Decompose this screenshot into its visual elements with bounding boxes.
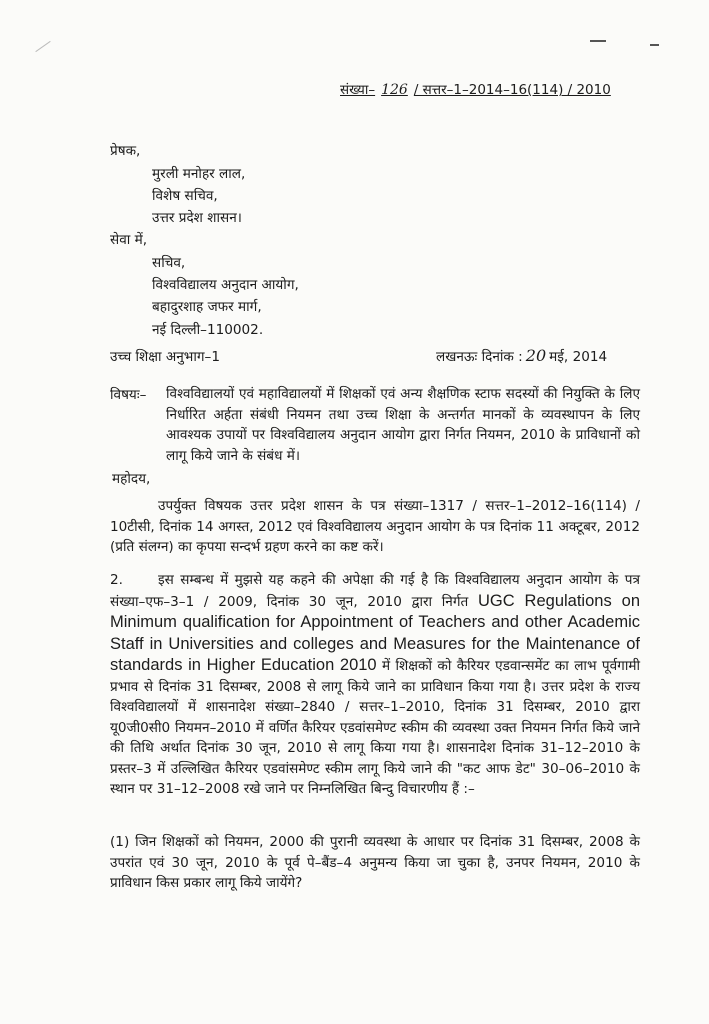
handwritten-date-day: 20 — [525, 346, 547, 365]
sender-designation: विशेष सचिव, — [152, 188, 218, 204]
salutation: महोदय, — [112, 471, 151, 487]
sender-name: मुरली मनोहर लाल, — [152, 166, 246, 182]
paragraph-2-body: में शिक्षकों को कैरियर एडवान्समेंट का लाभ पूर्वगामी प्रभाव से दिनांक 31 दिसम्बर, 2008 से लागू किये जाने का प्राविधान किया गया है। उत्तर प्रदेश के राज्य विश्वविद्यालयों में शासनादेश संख्या–2840 / सत्तर–1–2010, दिनांक 31 दिसम्बर, 2010 द्वारा यू0जी0सी0 नियमन–2010 में वर्णित कैरियर एडवांसमेण्ट स्कीम की व्यवस्था उक्त नियमन निर्गत किये जाने की तिथि अर्थात दिनांक 30 जून, 2010 से लागू किया गया है। शासनादेश दिनांक 31–12–2010 के प्रस्तर–3 में उल्लिखित कैरियर एडवांसमेण्ट स्कीम लागू किये जाने की "कट आफ डेट" 30–06–2010 के स्थान पर 31–12–2008 रखे जाने पर निम्नलिखित बिन्दु विचारणीय हैं :– — [110, 658, 641, 797]
recipient-label: सेवा में, — [110, 232, 148, 248]
section-name: उच्च शिक्षा अनुभाग–1 — [110, 349, 220, 365]
recipient-city: नई दिल्ली–110002. — [152, 322, 264, 338]
subject-label: विषयः– — [110, 387, 147, 403]
recipient-office: विश्वविद्यालय अनुदान आयोग, — [152, 277, 299, 293]
scan-mark — [650, 44, 659, 46]
point-1: (1) जिन शिक्षकों को नियमन, 2000 की पुरानी व्यवस्था के आधार पर दिनांक 31 दिसम्बर, 2008 के उपरांत एवं 30 जून, 2010 के पूर्व पे–बैंड–4 अनुमन्य किया जा चुका है, उनपर नियमन, 2010 के प्राविधान किस प्रकार लागू किये जायेंगे? — [110, 834, 640, 891]
paragraph-2-number: 2. — [110, 572, 123, 588]
paragraph-2-intro: इस सम्बन्ध में मुझसे यह कहने की अपेक्षा की गई है कि विश्वविद्यालय अनुदान आयोग के पत्र संख्या–एफ–3–1 / 2009, दिनांक 30 जून, 2010 द्वारा निर्गत — [110, 572, 640, 610]
sender-label: प्रेषक, — [110, 143, 141, 159]
subject-text: विश्वविद्यालयों एवं महाविद्यालयों में शिक्षकों एवं अन्य शैक्षणिक स्टाफ सदस्यों की नियुक्ति के लिए निर्धारित अर्हता संबंधी नियमन तथा उच्च शिक्षा के अन्तर्गत मानकों के व्यवस्थापन के लिए आवश्यक उपायों पर विश्वविद्यालय अनुदान आयोग द्वारा निर्गत नियमन, 2010 के प्राविधानों को लागू किये जाने के संबंध में। — [166, 386, 640, 464]
paragraph-1: उपर्युक्त विषयक उत्तर प्रदेश शासन के पत्र संख्या–1317 / सत्तर–1–2012–16(114) / 10टीसी, दिनांक 14 अगस्त, 2012 एवं विश्वविद्यालय अनुदान आयोग के पत्र दिनांक 11 अक्टूबर, 2012 (प्रति संलग्न) का कृपया सन्दर्भ ग्रहण करने का कष्ट करें। — [110, 498, 640, 555]
scan-mark — [590, 40, 606, 42]
letter-date: लखनऊः दिनांक : 20 मई, 2014 — [436, 346, 608, 365]
scan-mark — [35, 41, 50, 52]
ugc-regulation-title: UGC Regulations on Minimum qualification for Appointment of Teachers and other Academic Staff in Universities and colleges and Measures for the Maintenance of standards in Higher Education 2010 — [110, 591, 641, 674]
reference-number: संख्या– 126 / सत्तर–1–2014–16(114) / 2010 — [340, 82, 611, 98]
handwritten-ref-number: 126 — [381, 82, 408, 98]
recipient-street: बहादुरशाह जफर मार्ग, — [152, 299, 262, 315]
sender-office: उत्तर प्रदेश शासन। — [152, 210, 242, 226]
recipient-designation: सचिव, — [152, 255, 186, 271]
paragraph-2 — [110, 570, 640, 800]
